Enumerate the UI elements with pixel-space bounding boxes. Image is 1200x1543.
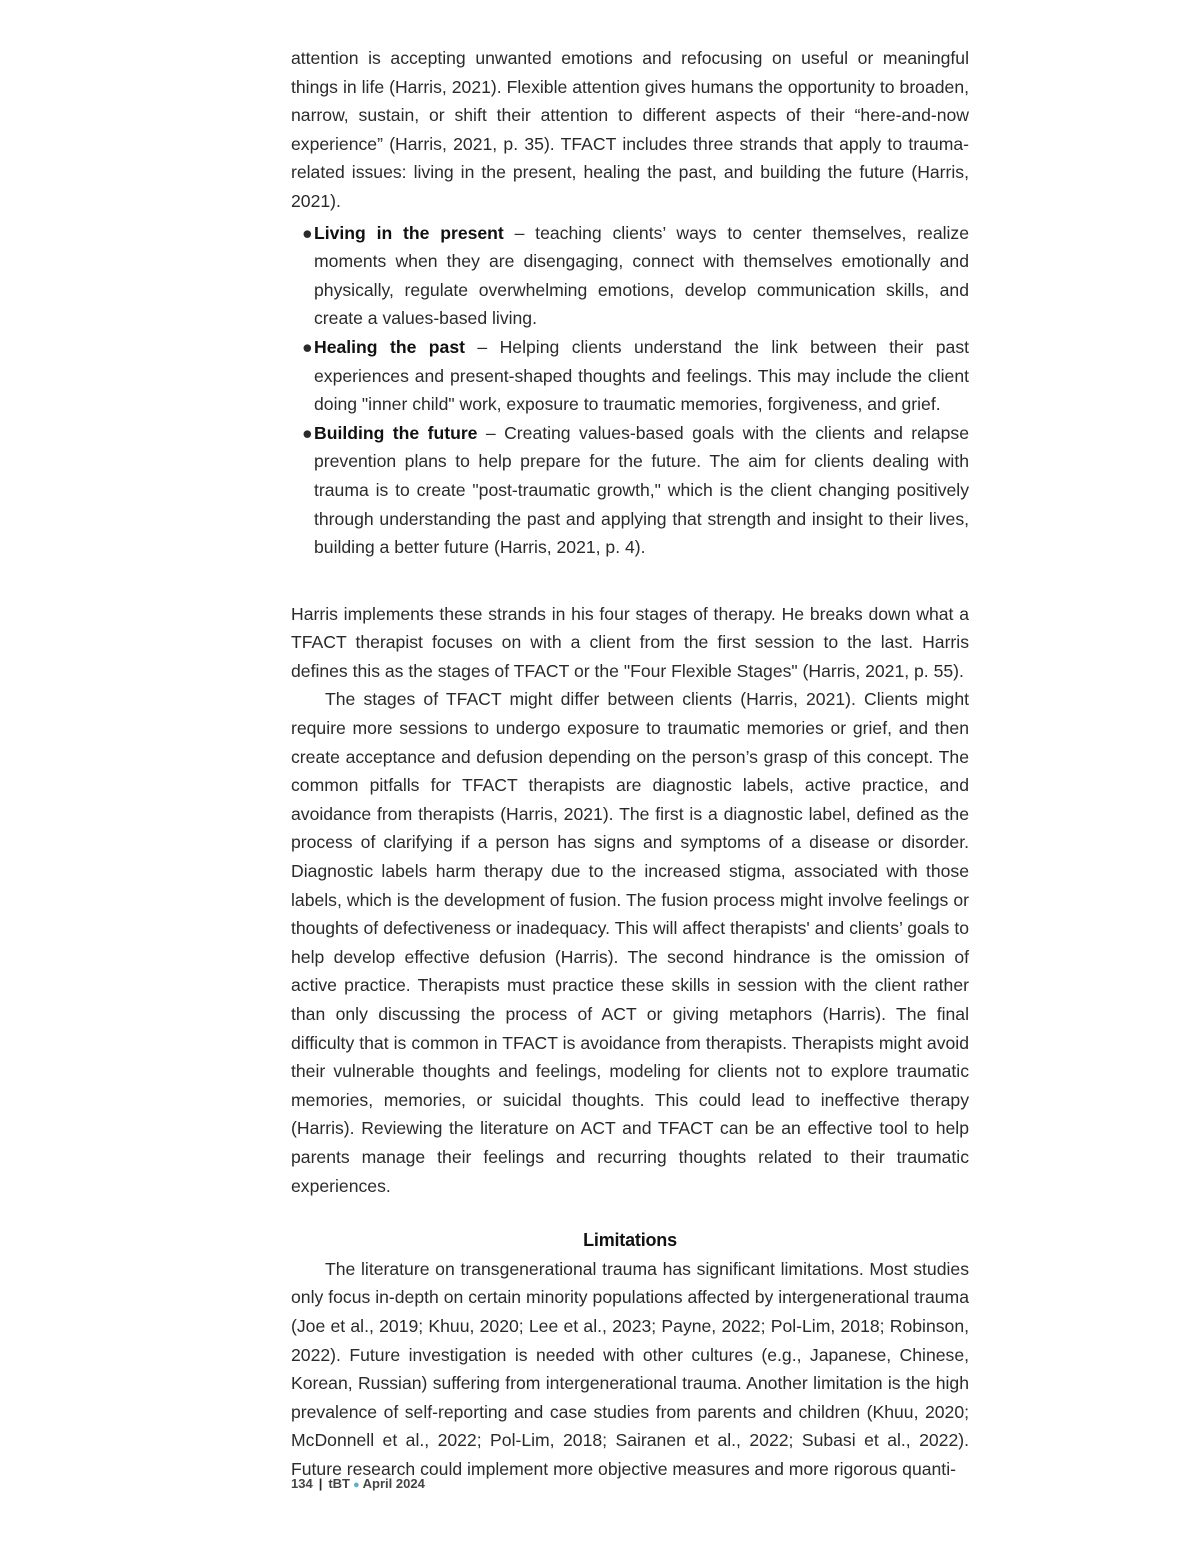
issue-date: April 2024 [362,1476,425,1491]
bullet-text: – Creating values-based goals with the clients and relapse prevention plans to help prepare for the future. The aim for clients dealing with trauma is to create "post-traumatic growth," which is the client changing positively through understanding the past and applying that strength and insight to their lives, building a better future (Harris, 2021, p. 4). [314,422,969,558]
bullet-text: – teaching clients’ ways to center themselves, realize moments when they are disengaging, connect with themselves emotionally and physically, regulate overwhelming emotions, develop communication skills, and create a values-based living. [314,222,970,329]
list-item [302,219,970,333]
bullet-icon: ● [302,336,313,357]
page-footer [291,1476,425,1491]
strands-list [291,219,969,562]
page-number: 134 [291,1476,313,1491]
bullet-lead: Living in the present [314,222,504,243]
bullet-icon: ● [302,222,313,243]
list-item [302,419,969,562]
bullet-lead: Building the future [314,422,478,443]
pitfalls-paragraph: The stages of TFACT might differ between clients (Harris, 2021). Clients might require more sessions to undergo exposure to traumatic memories or grief, and then create acceptance and defusion depending on the person’s grasp of this concept. The common pitfalls for TFACT therapists are diagnostic labels, active practice, and avoidance from therapists (Harris, 2021). The first is a diagnostic label, defined as the process of clarifying if a person has signs and symptoms of a disease or disorder. Diagnostic labels harm therapy due to the increased stigma, associated with those labels, which is the development of fusion. The fusion process might involve feelings or thoughts of defectiveness or inadequacy. This will affect therapists' and clients’ goals to help develop effective defusion (Harris). The second hindrance is the omission of active practice. Therapists must practice these skills in session with the client rather than only discussing the process of ACT or giving metaphors (Harris). The final difficulty that is common in TFACT is avoidance from therapists. Therapists might avoid their vulnerable thoughts and feelings, modeling for clients not to explore traumatic memories, memories, or suicidal thoughts. This could lead to ineffective therapy (Harris). Reviewing the literature on ACT and TFACT can be an effective tool to help parents manage their feelings and recurring thoughts related to their traumatic experiences. [291,689,969,1196]
list-item [302,333,970,419]
section-heading: Limitations [583,1230,677,1251]
journal-name: tBT [328,1476,351,1491]
footer-separator: | [318,1476,323,1491]
bullet-icon: ● [302,422,313,443]
bullet-text: – Helping clients understand the link between their past experiences and present-shaped thoughts and feelings. This may include the client doing "inner child" work, exposure to traumatic memories, forgiveness, and grief. [314,336,970,415]
page-body [291,44,969,1484]
limitations-paragraph: The literature on transgenerational trauma has significant limitations. Most studies only focus in-depth on certain minority populations affected by intergenerational trauma (Joe et al., 2019; Khuu, 2020; Lee et al., 2023; Payne, 2022; Pol-Lim, 2018; Robinson, 2022). Future investigation is needed with other cultures (e.g., Japanese, Chinese, Korean, Russian) suffering from intergenerational trauma. Another limitation is the high prevalence of self-reporting and case studies from parents and children (Khuu, 2020; McDonnell et al., 2022; Pol-Lim, 2018; Sairanen et al., 2022; Subasi et al., 2022). Future research could implement more objective measures and more rigorous quanti- [291,1258,969,1479]
intro-paragraph: attention is accepting unwanted emotions and refocusing on useful or meaningful things in life (Harris, 2021). Flexible attention gives humans the opportunity to broaden, narrow, sustain, or shift their attention to different aspects of their “here-and-now experience” (Harris, 2021, p. 35). TFACT includes three strands that apply to trauma-related issues: living in the present, healing the past, and building the future (Harris, 2021). [291,48,969,211]
bullet-lead: Healing the past [314,336,465,357]
dot-icon: ● [353,1479,360,1491]
stages-paragraph: Harris implements these strands in his four stages of therapy. He breaks down what a TFACT therapist focuses on with a client from the first session to the last. Harris defines this as the stages of TFACT or the "Four Flexible Stages" (Harris, 2021, p. 55). [291,603,969,681]
